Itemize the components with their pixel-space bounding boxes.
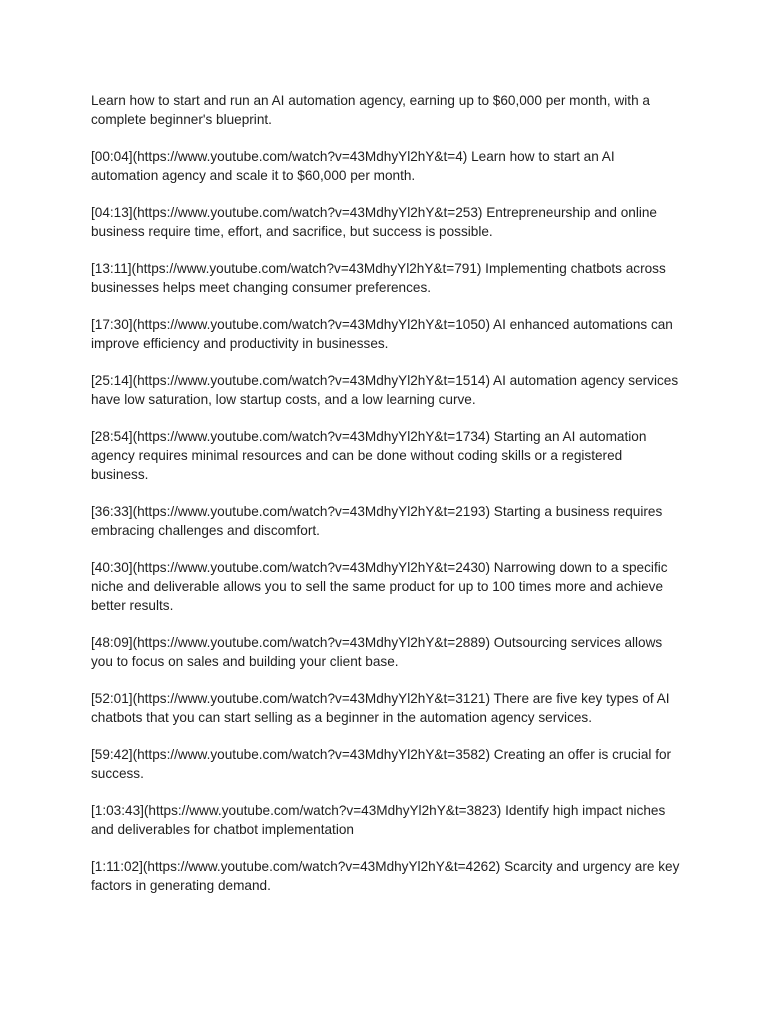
timestamp-entry: [59:42](https://www.youtube.com/watch?v=43MdhyYl2hY&t=3582) Creating an offer is crucial for success. — [91, 747, 672, 781]
timestamp-entry: [28:54](https://www.youtube.com/watch?v=43MdhyYl2hY&t=1734) Starting an AI automation agency requires minimal resources and can be done without coding skills or a registered business. — [91, 429, 647, 482]
timestamp-entry: [1:11:02](https://www.youtube.com/watch?v=43MdhyYl2hY&t=4262) Scarcity and urgency are key factors in generating demand. — [91, 859, 680, 893]
timestamp-entry: [52:01](https://www.youtube.com/watch?v=43MdhyYl2hY&t=3121) There are five key types of AI chatbots that you can start selling as a beginner in the automation agency services. — [91, 691, 670, 725]
timestamp-entry: [17:30](https://www.youtube.com/watch?v=43MdhyYl2hY&t=1050) AI enhanced automations can improve efficiency and productivity in businesses. — [91, 317, 673, 351]
intro-paragraph: Learn how to start and run an AI automation agency, earning up to $60,000 per month, with a complete beginner's blueprint. — [91, 93, 650, 127]
timestamp-entry: [1:03:43](https://www.youtube.com/watch?v=43MdhyYl2hY&t=3823) Identify high impact niches and deliverables for chatbot implementation — [91, 803, 666, 837]
document-body — [91, 91, 683, 913]
timestamp-entry: [13:11](https://www.youtube.com/watch?v=43MdhyYl2hY&t=791) Implementing chatbots across businesses helps meet changing consumer preferences. — [91, 261, 666, 295]
timestamp-entry: [40:30](https://www.youtube.com/watch?v=43MdhyYl2hY&t=2430) Narrowing down to a specific niche and deliverable allows you to sell the same product for up to 100 times more and achieve better results. — [91, 560, 668, 613]
timestamp-entry: [25:14](https://www.youtube.com/watch?v=43MdhyYl2hY&t=1514) AI automation agency services have low saturation, low startup costs, and a low learning curve. — [91, 373, 679, 407]
timestamp-entry: [36:33](https://www.youtube.com/watch?v=43MdhyYl2hY&t=2193) Starting a business requires embracing challenges and discomfort. — [91, 504, 663, 538]
timestamp-entry: [00:04](https://www.youtube.com/watch?v=43MdhyYl2hY&t=4) Learn how to start an AI automation agency and scale it to $60,000 per month. — [91, 149, 615, 183]
timestamp-entry: [48:09](https://www.youtube.com/watch?v=43MdhyYl2hY&t=2889) Outsourcing services allows you to focus on sales and building your client base. — [91, 635, 663, 669]
timestamp-entry: [04:13](https://www.youtube.com/watch?v=43MdhyYl2hY&t=253) Entrepreneurship and online business require time, effort, and sacrifice, but success is possible. — [91, 205, 657, 239]
